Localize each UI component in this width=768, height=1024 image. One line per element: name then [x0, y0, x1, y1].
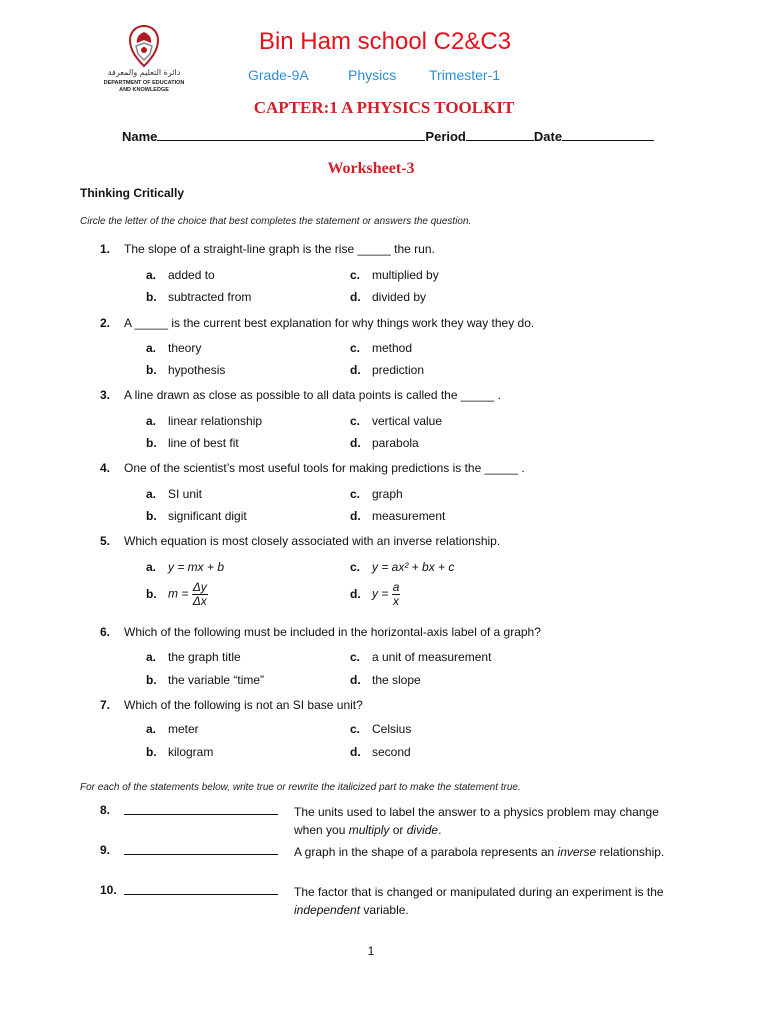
- question-4: 4. One of the scientist’s most useful tools for making predictions is the _____ .: [100, 461, 525, 475]
- option-7a[interactable]: a. meter: [146, 722, 199, 736]
- instruction-text-2: For each of the statements below, write true or rewrite the italicized part to make the statement true.: [80, 782, 521, 793]
- option-3c[interactable]: c. vertical value: [350, 414, 443, 428]
- option-4a[interactable]: a. SI unit: [146, 487, 203, 501]
- answer-line-9[interactable]: [124, 854, 278, 855]
- option-7b[interactable]: b. kilogram: [146, 745, 214, 759]
- fraction-a-over-x: $\frac{a}{x}$: [392, 580, 400, 608]
- page-number: 1: [367, 944, 375, 958]
- doe-logo: [86, 24, 202, 98]
- option-6a[interactable]: a. the graph title: [146, 650, 241, 664]
- option-4b[interactable]: b. significant digit: [146, 509, 247, 523]
- option-4d[interactable]: d. measurement: [350, 509, 446, 523]
- option-1d[interactable]: d. divided by: [350, 290, 427, 304]
- name-label: Name: [122, 129, 158, 144]
- option-6d[interactable]: d. the slope: [350, 673, 421, 687]
- falcon-emblem-icon: [124, 24, 164, 68]
- option-7d[interactable]: d. second: [350, 745, 411, 759]
- option-1c[interactable]: c. multiplied by: [350, 268, 439, 282]
- logo-english-text: DEPARTMENT OF EDUCATION AND KNOWLEDGE: [103, 80, 185, 93]
- question-1: 1. The slope of a straight-line graph is the rise _____ the run.: [100, 242, 435, 256]
- option-3a[interactable]: a. linear relationship: [146, 414, 263, 428]
- option-2d[interactable]: d. prediction: [350, 363, 425, 377]
- question-5: 5. Which equation is most closely associated with an inverse relationship.: [100, 534, 501, 548]
- option-7c[interactable]: c. Celsius: [350, 722, 412, 736]
- instruction-text: Circle the letter of the choice that best completes the statement or answers the question.: [80, 216, 472, 227]
- fraction-delta: $\frac{\Delta y}{\Delta x}$: [192, 580, 207, 608]
- question-7: 7. Which of the following is not an SI base unit?: [100, 698, 363, 712]
- section-title: Thinking Critically: [80, 186, 185, 200]
- worksheet-title: Worksheet-3: [327, 160, 415, 177]
- period-blank[interactable]: [466, 128, 534, 141]
- option-2b[interactable]: b. hypothesis: [146, 363, 226, 377]
- option-5d[interactable]: d. y = $\frac{a}{x}$: [350, 580, 400, 608]
- question-3: 3. A line drawn as close as possible to all data points is called the _____ .: [100, 388, 501, 402]
- grade-label: Grade-9A: [248, 67, 309, 83]
- question-6: 6. Which of the following must be included in the horizontal-axis label of a graph?: [100, 625, 541, 639]
- option-6b[interactable]: b. the variable “time”: [146, 673, 265, 687]
- name-period-date-row: [122, 128, 654, 144]
- answer-line-10[interactable]: [124, 894, 278, 895]
- date-blank[interactable]: [562, 128, 654, 141]
- answer-line-8[interactable]: [124, 814, 278, 815]
- logo-arabic-text: دائرة التعليم والمعرفة: [107, 68, 181, 77]
- subject-label: Physics: [348, 67, 397, 83]
- date-label: Date: [533, 129, 563, 144]
- option-2c[interactable]: c. method: [350, 341, 413, 355]
- option-1b[interactable]: b. subtracted from: [146, 290, 252, 304]
- option-6c[interactable]: c. a unit of measurement: [350, 650, 492, 664]
- option-3b[interactable]: b. line of best fit: [146, 436, 239, 450]
- option-5a[interactable]: a. y = mx + b: [146, 560, 225, 574]
- option-5b[interactable]: b. m = $\frac{\Delta y}{\Delta x}$: [146, 580, 207, 608]
- chapter-title: CAPTER:1 A PHYSICS TOOLKIT: [253, 98, 515, 117]
- trimester-label: Trimester-1: [429, 67, 501, 83]
- option-1a[interactable]: a. added to: [146, 268, 215, 282]
- question-2: 2. A _____ is the current best explanation for why things work they way they do.: [100, 316, 535, 330]
- school-title: Bin Ham school C2&C3: [258, 28, 512, 55]
- option-3d[interactable]: d. parabola: [350, 436, 419, 450]
- option-5c[interactable]: c. y = ax² + bx + c: [350, 560, 455, 574]
- option-4c[interactable]: c. graph: [350, 487, 403, 501]
- option-2a[interactable]: a. theory: [146, 341, 202, 355]
- name-blank[interactable]: [157, 128, 425, 141]
- period-label: Period: [425, 129, 466, 144]
